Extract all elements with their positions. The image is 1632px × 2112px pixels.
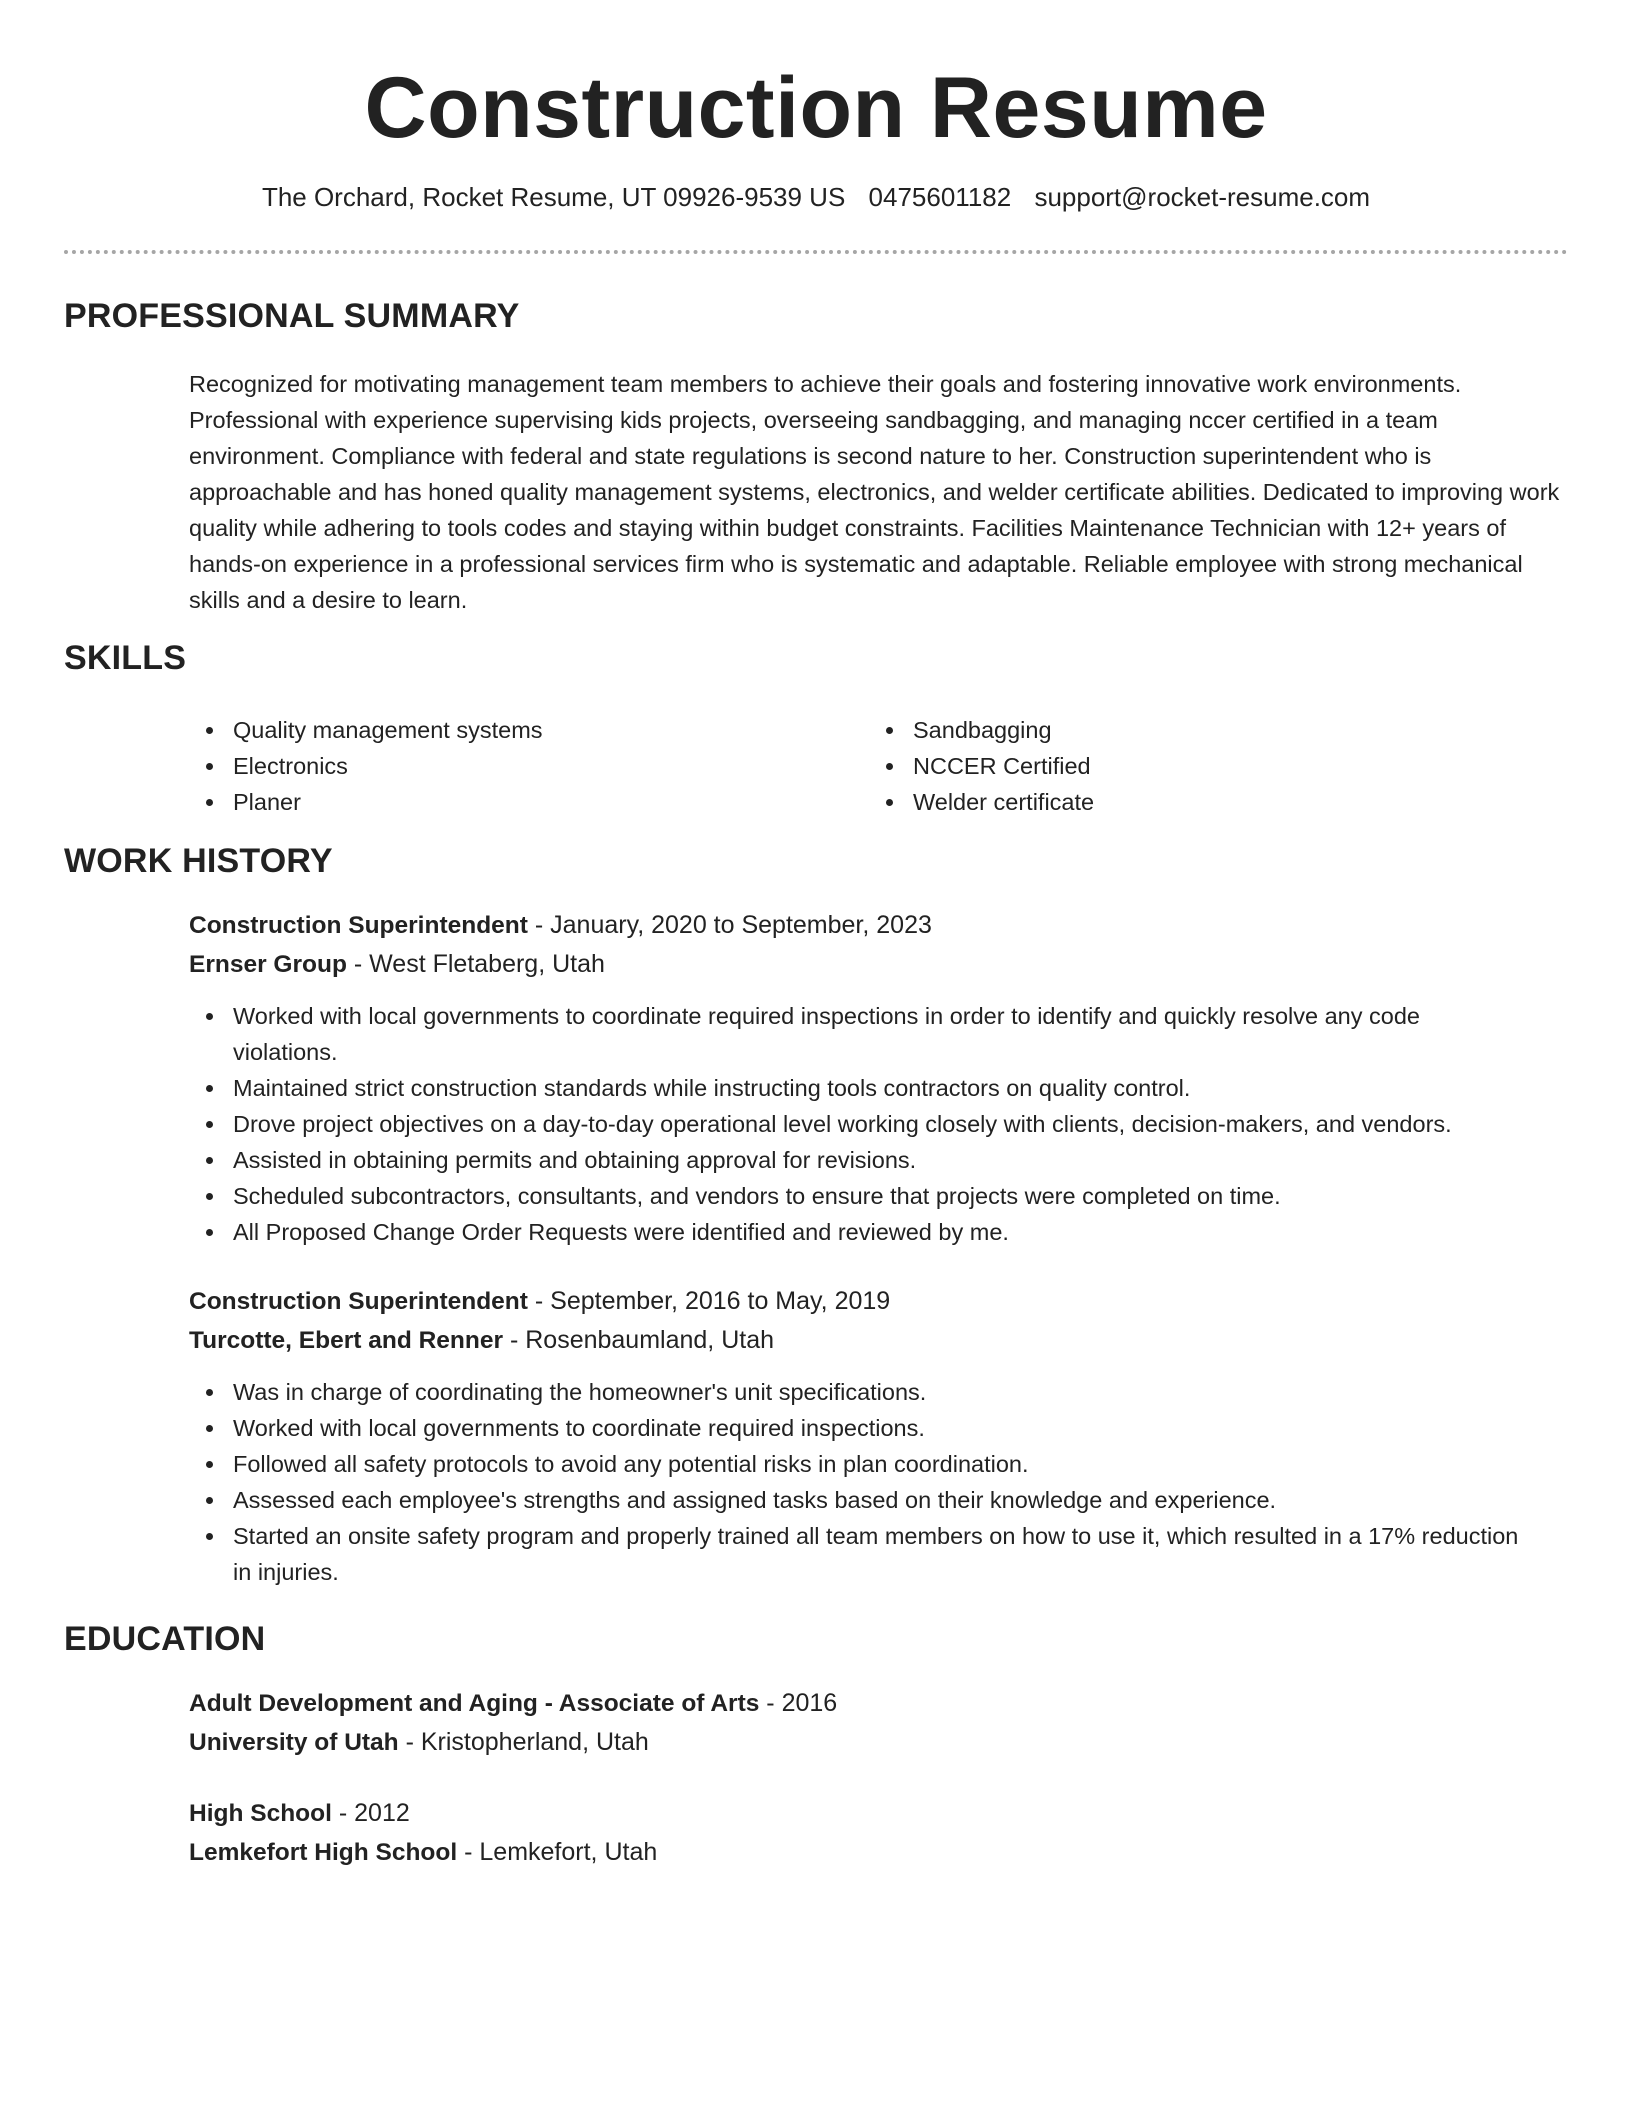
job-duty: Followed all safety protocols to avoid any potential risks in plan coordination. [189,1446,1564,1482]
skill-item: Welder certificate [869,784,1549,820]
education-location: - Kristopherland, Utah [398,1728,649,1756]
job-duty: Maintained strict construction standards while instructing tools contractors on quality control. [189,1070,1564,1106]
education-location: - Lemkefort, Utah [457,1838,658,1866]
contact-phone: 0475601182 [868,182,1012,212]
education-year: - 2016 [759,1689,838,1717]
job-duties [189,1374,1564,1590]
job-duties [189,998,1564,1250]
summary-text: Recognized for motivating management team members to achieve their goals and fostering innovative work environments. Professional with experience supervising kids projects, overseeing sandbagging, and managing nccer certified in a team environment. Compliance with federal and state regulations is second nature to her. Construction superintendent who is approachable and has honed quality management systems, electronics, and welder certificate abilities. Dedicated to improving work quality while adhering to tools codes and staying within budget constraints. Facilities Maintenance Technician with 12+ years of hands-on experience in a professional services firm who is systematic and adaptable. Reliable employee with strong mechanical skills and a desire to learn. [189,371,1560,613]
job-duty: All Proposed Change Order Requests were identified and reviewed by me. [189,1214,1564,1250]
education-degree-line [189,1684,1564,1723]
education-heading: EDUCATION [64,1620,266,1658]
header-divider [64,250,1568,254]
skill-item: Sandbagging [869,712,1549,748]
job-role: Construction Superintendent [189,1288,528,1315]
job-duty: Was in charge of coordinating the homeowner's unit specifications. [189,1374,1564,1410]
job-role: Construction Superintendent [189,912,528,939]
skill-item: Planer [189,784,869,820]
education-year: - 2012 [331,1799,410,1827]
contact-line [0,180,1632,214]
job-company: Turcotte, Ebert and Renner [189,1327,504,1354]
contact-email: support@rocket-resume.com [1034,182,1371,212]
education-school-line [189,1723,1564,1762]
work-history-heading: WORK HISTORY [64,842,333,880]
job-title-line [189,1282,1564,1321]
job-company-line [189,1321,1564,1360]
skill-item: NCCER Certified [869,748,1549,784]
job-dates: - January, 2020 to September, 2023 [527,911,932,939]
summary-heading: PROFESSIONAL SUMMARY [64,297,520,335]
job-duty: Started an onsite safety program and properly trained all team members on how to use it, which resulted in a 17% reduction in injuries. [189,1518,1564,1590]
job-entry [189,906,1564,1250]
job-title-line [189,906,1564,945]
job-duty: Assisted in obtaining permits and obtaining approval for revisions. [189,1142,1564,1178]
education-school: University of Utah [189,1729,399,1756]
education-degree: High School [189,1800,332,1827]
education-entry [189,1794,1564,1872]
skills-column-right [869,712,1549,820]
job-company-line [189,945,1564,984]
education-degree: Adult Development and Aging - Associate of Arts [189,1690,760,1717]
skills-column-left [189,712,869,820]
skill-item: Quality management systems [189,712,869,748]
job-dates: - September, 2016 to May, 2019 [527,1287,891,1315]
job-duty: Assessed each employee's strengths and assigned tasks based on their knowledge and experience. [189,1482,1564,1518]
job-duty: Drove project objectives on a day-to-day operational level working closely with clients, decision-makers, and vendors. [189,1106,1564,1142]
education-school: Lemkefort High School [189,1839,458,1866]
job-duty: Worked with local governments to coordinate required inspections. [189,1410,1564,1446]
skill-item: Electronics [189,748,869,784]
contact-address: The Orchard, Rocket Resume, UT 09926-9539 US [261,182,846,212]
job-location: - West Fletaberg, Utah [346,950,605,978]
job-company: Ernser Group [189,951,347,978]
job-duty: Scheduled subcontractors, consultants, and vendors to ensure that projects were completed on time. [189,1178,1564,1214]
skills-heading: SKILLS [64,639,187,677]
job-duty: Worked with local governments to coordinate required inspections in order to identify and quickly resolve any code violations. [189,998,1564,1070]
education-degree-line [189,1794,1564,1833]
job-location: - Rosenbaumland, Utah [503,1326,774,1354]
job-entry [189,1282,1564,1590]
skills-list [189,712,1564,820]
resume-name: Construction Resume [364,60,1268,156]
education-entry [189,1684,1564,1762]
education-school-line [189,1833,1564,1872]
